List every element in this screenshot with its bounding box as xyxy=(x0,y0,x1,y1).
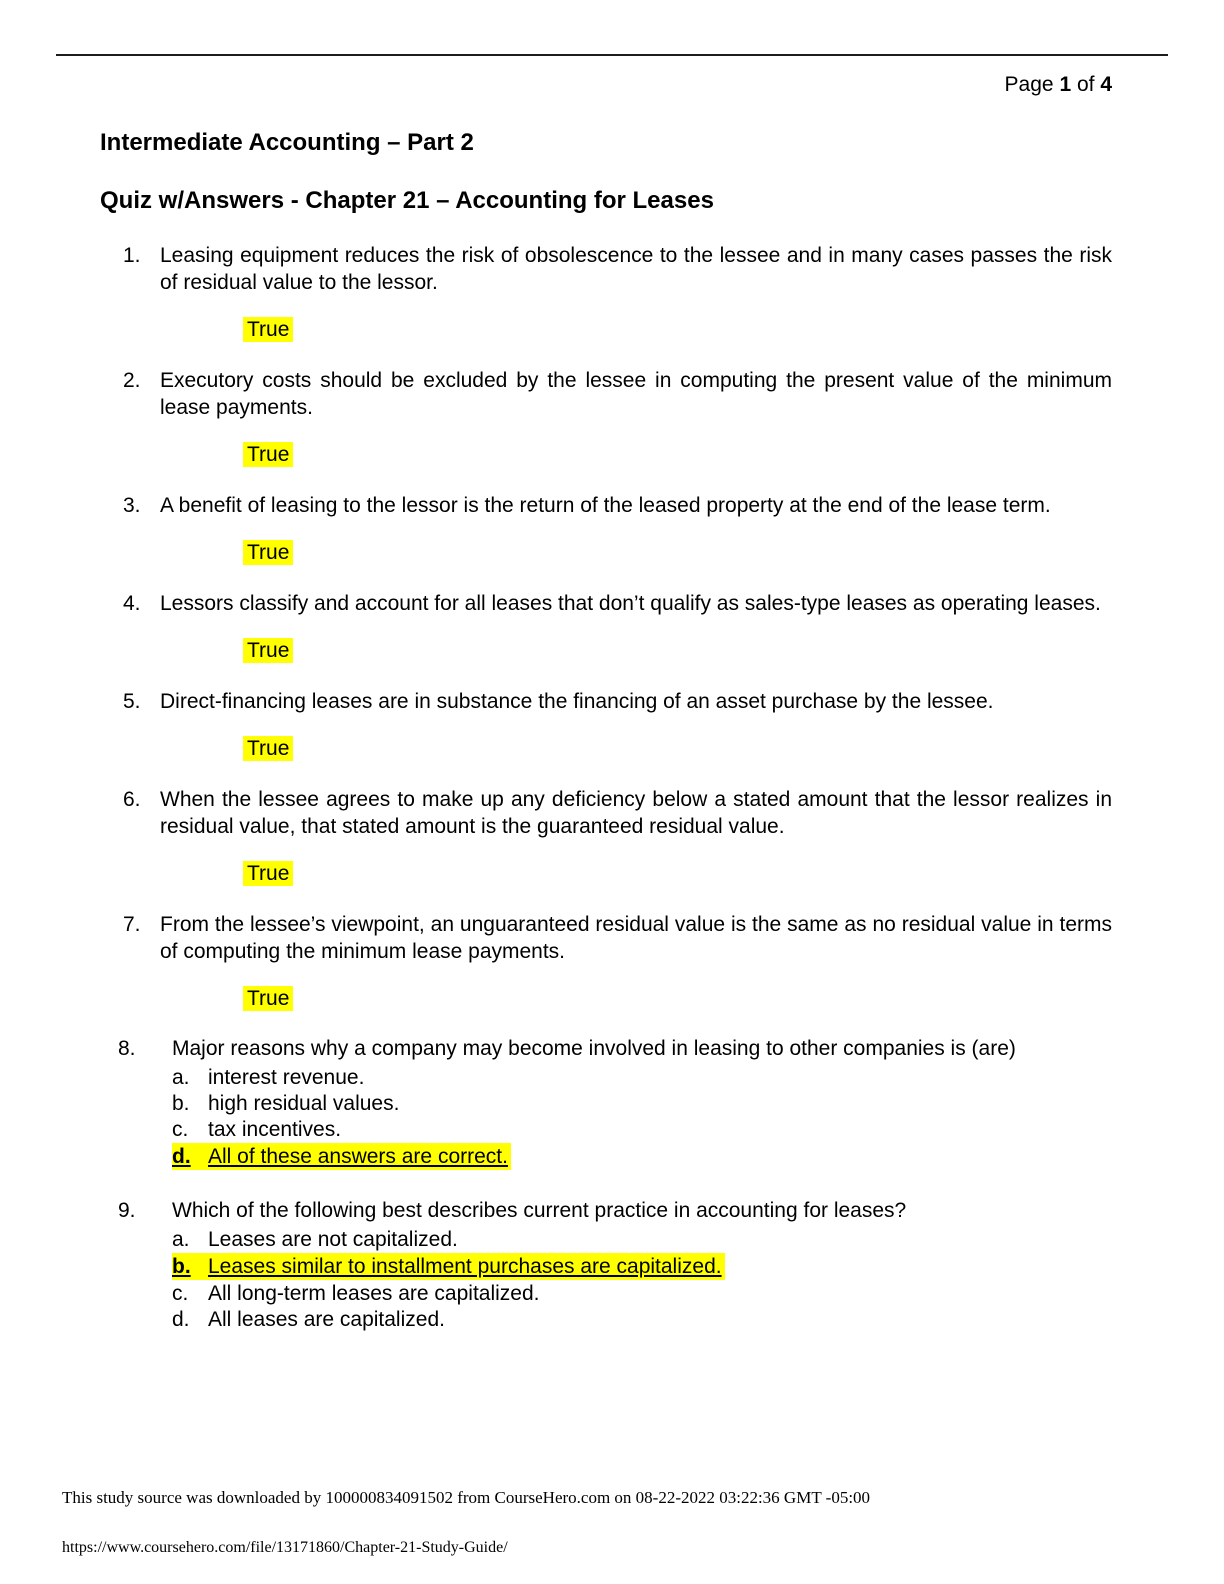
choice-letter: b. xyxy=(172,1255,191,1278)
choice-letter: d. xyxy=(172,1308,190,1331)
quiz-title: Quiz w/Answers - Chapter 21 – Accounting for Leases xyxy=(100,187,714,214)
question-head xyxy=(100,1036,1112,1062)
answer-highlight: True xyxy=(243,540,293,565)
question-item xyxy=(100,242,1112,296)
document-content xyxy=(100,128,1112,1360)
question-text: When the lessee agrees to make up any deficiency below a stated amount that the lessor realizes in residual value, that stated amount is the guaranteed residual value. xyxy=(160,788,1112,838)
question-item xyxy=(100,786,1112,840)
question-number: 8. xyxy=(118,1037,136,1060)
course-title: Intermediate Accounting – Part 2 xyxy=(100,129,474,156)
choice-letter: a. xyxy=(172,1066,190,1089)
question-number: 9. xyxy=(118,1199,136,1222)
answer-row xyxy=(243,441,1112,468)
question-head xyxy=(100,1198,1112,1224)
answer-highlight: True xyxy=(243,736,293,761)
question-number: 5. xyxy=(123,690,141,713)
top-horizontal-rule xyxy=(56,54,1168,56)
choice-letter: b. xyxy=(172,1092,190,1115)
answer-row xyxy=(243,735,1112,762)
question-item xyxy=(100,492,1112,519)
page-current-number: 1 xyxy=(1059,73,1072,96)
choice-item-correct xyxy=(100,1143,1112,1170)
question-item xyxy=(100,688,1112,715)
question-item xyxy=(100,911,1112,965)
question-item xyxy=(100,367,1112,421)
question-number: 3. xyxy=(123,494,141,517)
choice-item xyxy=(100,1065,1112,1090)
question-number: 6. xyxy=(123,788,141,811)
choice-text: Leases similar to installment purchases are capitalized. xyxy=(208,1255,722,1278)
answer-row xyxy=(243,539,1112,566)
question-text: Executory costs should be excluded by the lessee in computing the present value of the minimum lease payments. xyxy=(160,369,1112,419)
choice-item-correct xyxy=(100,1253,1112,1280)
choice-text: high residual values. xyxy=(208,1092,400,1115)
answer-highlight: True xyxy=(243,861,293,886)
choice-text: tax incentives. xyxy=(208,1118,342,1141)
choice-item xyxy=(100,1117,1112,1142)
page-number-label xyxy=(1005,72,1112,98)
choice-letter: a. xyxy=(172,1228,190,1251)
page-total-number: 4 xyxy=(1100,73,1112,96)
question-text: Direct-financing leases are in substance the financing of an asset purchase by the lessee. xyxy=(160,690,994,713)
question-number: 7. xyxy=(123,913,141,936)
answer-highlight: True xyxy=(243,986,293,1011)
question-item xyxy=(100,590,1112,617)
choice-text: All leases are capitalized. xyxy=(208,1308,445,1331)
question-number: 1. xyxy=(123,244,141,267)
choice-text: Leases are not capitalized. xyxy=(208,1228,458,1251)
source-url-link[interactable]: https://www.coursehero.com/file/13171860/Chapter-21-Study-Guide/ xyxy=(62,1539,508,1556)
question-text: Which of the following best describes current practice in accounting for leases? xyxy=(172,1199,907,1222)
question-number: 2. xyxy=(123,369,141,392)
answer-row xyxy=(243,985,1112,1012)
question-item xyxy=(100,1198,1112,1332)
choice-text: interest revenue. xyxy=(208,1066,365,1089)
choice-item xyxy=(100,1281,1112,1306)
answer-highlight: True xyxy=(243,638,293,663)
choice-text: All of these answers are correct. xyxy=(208,1145,508,1168)
choice-item xyxy=(100,1227,1112,1252)
page-label-prefix: Page xyxy=(1004,73,1060,96)
answer-highlight: True xyxy=(243,317,293,342)
question-item xyxy=(100,1036,1112,1170)
choice-item xyxy=(100,1307,1112,1332)
choice-text: All long-term leases are capitalized. xyxy=(208,1282,540,1305)
answer-row xyxy=(243,860,1112,887)
page-label-middle: of xyxy=(1071,73,1101,96)
download-attribution-text: This study source was downloaded by 100000834091502 from CourseHero.com on 08-22-2022 03:22:36 GMT -05:00 xyxy=(62,1488,871,1507)
choice-letter: d. xyxy=(172,1145,191,1168)
question-text: Lessors classify and account for all leases that don’t qualify as sales-type leases as operating leases. xyxy=(160,592,1101,615)
question-number: 4. xyxy=(123,592,141,615)
question-text: A benefit of leasing to the lessor is the return of the leased property at the end of the lease term. xyxy=(160,494,1051,517)
answer-highlight: True xyxy=(243,442,293,467)
question-text: Leasing equipment reduces the risk of obsolescence to the lessee and in many cases passes the risk of residual value to the lessor. xyxy=(160,244,1112,294)
choice-letter: c. xyxy=(172,1118,189,1141)
answer-row xyxy=(243,637,1112,664)
choice-item xyxy=(100,1091,1112,1116)
question-text: Major reasons why a company may become involved in leasing to other companies is (are) xyxy=(172,1037,1016,1060)
answer-row xyxy=(243,316,1112,343)
question-text: From the lessee’s viewpoint, an unguaranteed residual value is the same as no residual value in terms of computing the minimum lease payments. xyxy=(160,913,1112,963)
choice-letter: c. xyxy=(172,1282,189,1305)
